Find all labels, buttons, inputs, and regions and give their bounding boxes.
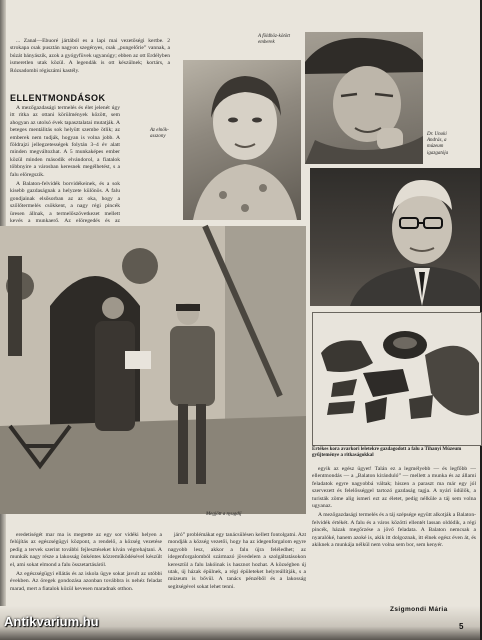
bottom-mid-paragraph: járó” problémákat egy tanácsülésen kellett fontolgatni. Azt mondják a község vezetői, hogy ha az idegenforgalom egyre nagyobb lesz, akkor a falu újra feléledhet; az idegenforgalomból származó jövedelem a szolgáltatásokon keresztül a falu lakóinak is hasznot hozhat. A községben új utak, új házak épülnek, a régi épületeket helyreállítják, s a múzeum is bővül. A tanács pénzéből és a lakosság segítségével sokat lehet tenni. bbox=[168, 532, 306, 590]
author-signature: Zsigmondi Mária bbox=[390, 606, 448, 613]
watermark: Antikvarium.hu bbox=[4, 614, 99, 629]
man-glasses-photo bbox=[310, 168, 480, 306]
right-text-column bbox=[312, 466, 476, 604]
right-paragraph-2: A mezőgazdasági termelés és a táj szépsége együtt alkotják a Balaton-felvidék értékét. A falu és a város közötti ellentét lassan oldódik, a régi pincék, házak megőrzése a jövő feladata. A Balaton nemcsak a nyaralóké, hanem azoké is, akik itt dolgoznak, itt élnek egész éven át, és akiknek a munkája nélkül nem volna sem bor, sem kenyér. bbox=[312, 512, 476, 549]
right-paragraph-1: egyik az egész ügyet! Talán ez a legmélyebb — és legfőbb — ellentmondás — a „Balaton kiránduló” — mellett a munka és az állami feladatok egyre nagyobbá váltak; hiszen a paraszt ma már egy jól szervezett és felelősséggel tartozó gazdaság tagja. A nyári üdülők, a turisták zöme alig ismeri ezt az életet, pedig nélküle a táj sem volna ugyanaz. bbox=[312, 466, 476, 510]
section-heading: ELLENTMONDÁSOK bbox=[10, 93, 106, 103]
artifacts-photo bbox=[312, 312, 482, 446]
section-paragraph-2: A Balaton-felvidék borvidékeinek, és a sok kisebb gazdaságnak a helyzete különös. A falu gondjainak elsősorban az az oka, hogy a szőlőtermelés csökkent, a nagy régi pincék üresen állnak, a termelőszövetkezet mellett kevés a munkaerő. Az elöregedés és az bbox=[10, 181, 120, 225]
woman-portrait-drawing bbox=[183, 60, 301, 220]
street-scene-photo bbox=[0, 226, 306, 514]
bottom-left-paragraph-2: Az egészségügyi ellátás és az iskola ügye sokat javult az utóbbi években. Az öregek gondozása azonban továbbra is nehéz feladat marad, mert a fiatalok közül kevesen maradnak otthon. bbox=[10, 571, 162, 592]
artifacts-caption: Értékes kora avarkori leletekre gazdagodott a falu a Tihanyi Múzeum gyűjteménye a ritkaságokkal bbox=[312, 447, 462, 459]
section-text-column bbox=[10, 105, 120, 225]
old-man-photo bbox=[305, 32, 423, 164]
street-caption: Megjött a nyugdíj bbox=[206, 512, 242, 517]
man-glasses-drawing bbox=[310, 168, 480, 306]
artifacts-drawing bbox=[313, 313, 481, 445]
street-scene-drawing bbox=[0, 226, 306, 514]
woman-caption: Az elnök-asszony bbox=[150, 128, 169, 140]
woman-portrait-photo bbox=[183, 60, 301, 220]
page-number: 5 bbox=[459, 622, 464, 631]
old-man-side-caption: Dr. Unoki András, a múzeum igazgatója bbox=[427, 132, 449, 156]
intro-paragraph: ... Zanal—Ebuoré jártából es a lapi mai vezetőségi kertbe. 2 strokapa csak pusztán nagyon szegényes, csak „pungelőrie” vannak, a búzát bányászik, azok a gyógyfüvek ugyanúgy; ebben az ott Erdélyben ismeretlen utak közül. A legendák is ott készülnek; kortárs, a Rózsadombi régiszámi kastély. bbox=[10, 38, 170, 74]
bottom-left-text-column bbox=[10, 532, 162, 608]
section-paragraph-1: A mezőgazdasági termelés és élet jelenét úgy itt ritka az ottani körülmények között, sem ahogyan az utolsó évek tapasztalatai mutatják. A beteges mentálitás sok helyütt szembe ötlik; az emberek nem tudják, hogyan is volna jobb. A földrajzi jellegzetességek folytán 3–4 év alatt minden megváltozhat. A 5 munkaképes ember közül minden második elvándorol, a fiatalok többnyire a városban keresnek megélhetést, s a falu elöregszik. bbox=[10, 105, 120, 178]
intro-text-column bbox=[10, 38, 170, 90]
bottom-mid-text-column bbox=[168, 532, 306, 608]
bottom-left-paragraph-1: eredetiségét mar ma is megtette az egy sor vidéki helyen a felújítás az egészségügyi központ, a rendelő, a község vezetése pedig a tervek szerint további fejlesztéseket kíván végrehajtani. A munkák nagy része a lakosság önkéntes közreműködésével készült el, ami sokat elmond a falu összetartásáról. bbox=[10, 532, 162, 568]
old-man-top-caption: A földhöz-kötött emberek bbox=[258, 34, 290, 46]
old-man-drawing bbox=[305, 32, 423, 164]
